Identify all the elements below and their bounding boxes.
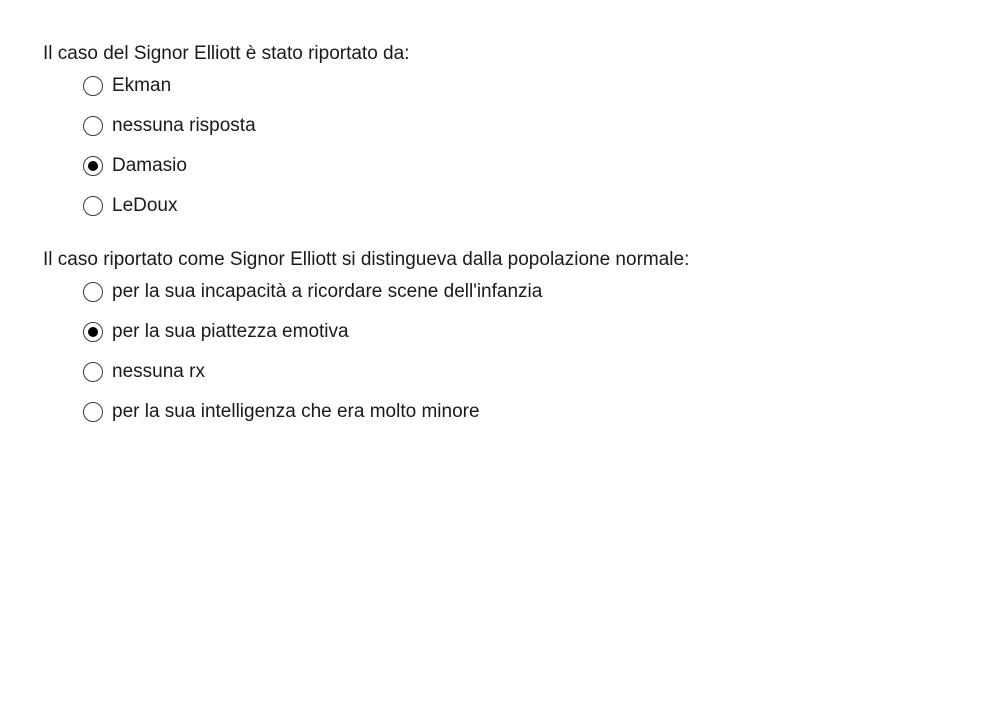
- radio-button[interactable]: [83, 116, 103, 136]
- question-1: [43, 42, 943, 226]
- answer-option[interactable]: [83, 66, 943, 106]
- radio-button[interactable]: [83, 282, 103, 302]
- answer-option[interactable]: [83, 272, 943, 312]
- radio-button[interactable]: [83, 362, 103, 382]
- question-text: Il caso riportato come Signor Elliott si distingueva dalla popolazione normale:: [43, 249, 690, 270]
- answer-label: per la sua incapacità a ricordare scene dell'infanzia: [112, 281, 543, 302]
- question-text: Il caso del Signor Elliott è stato riportato da:: [43, 43, 410, 64]
- answer-option[interactable]: [83, 352, 943, 392]
- answer-options: [43, 272, 943, 432]
- radio-button[interactable]: [83, 402, 103, 422]
- answer-option[interactable]: [83, 312, 943, 352]
- question-2: [43, 248, 943, 432]
- radio-button[interactable]: [83, 156, 103, 176]
- answer-label: nessuna rx: [112, 361, 205, 382]
- radio-button[interactable]: [83, 322, 103, 342]
- answer-option[interactable]: [83, 106, 943, 146]
- answer-label: nessuna risposta: [112, 115, 256, 136]
- answer-label: Damasio: [112, 155, 187, 176]
- answer-label: Ekman: [112, 75, 172, 96]
- quiz-form: [43, 42, 943, 432]
- radio-button[interactable]: [83, 76, 103, 96]
- radio-button[interactable]: [83, 196, 103, 216]
- answer-options: [43, 66, 943, 226]
- answer-label: LeDoux: [112, 195, 178, 216]
- answer-option[interactable]: [83, 146, 943, 186]
- answer-label: per la sua piattezza emotiva: [112, 321, 349, 342]
- answer-option[interactable]: [83, 186, 943, 226]
- answer-label: per la sua intelligenza che era molto minore: [112, 401, 480, 422]
- answer-option[interactable]: [83, 392, 943, 432]
